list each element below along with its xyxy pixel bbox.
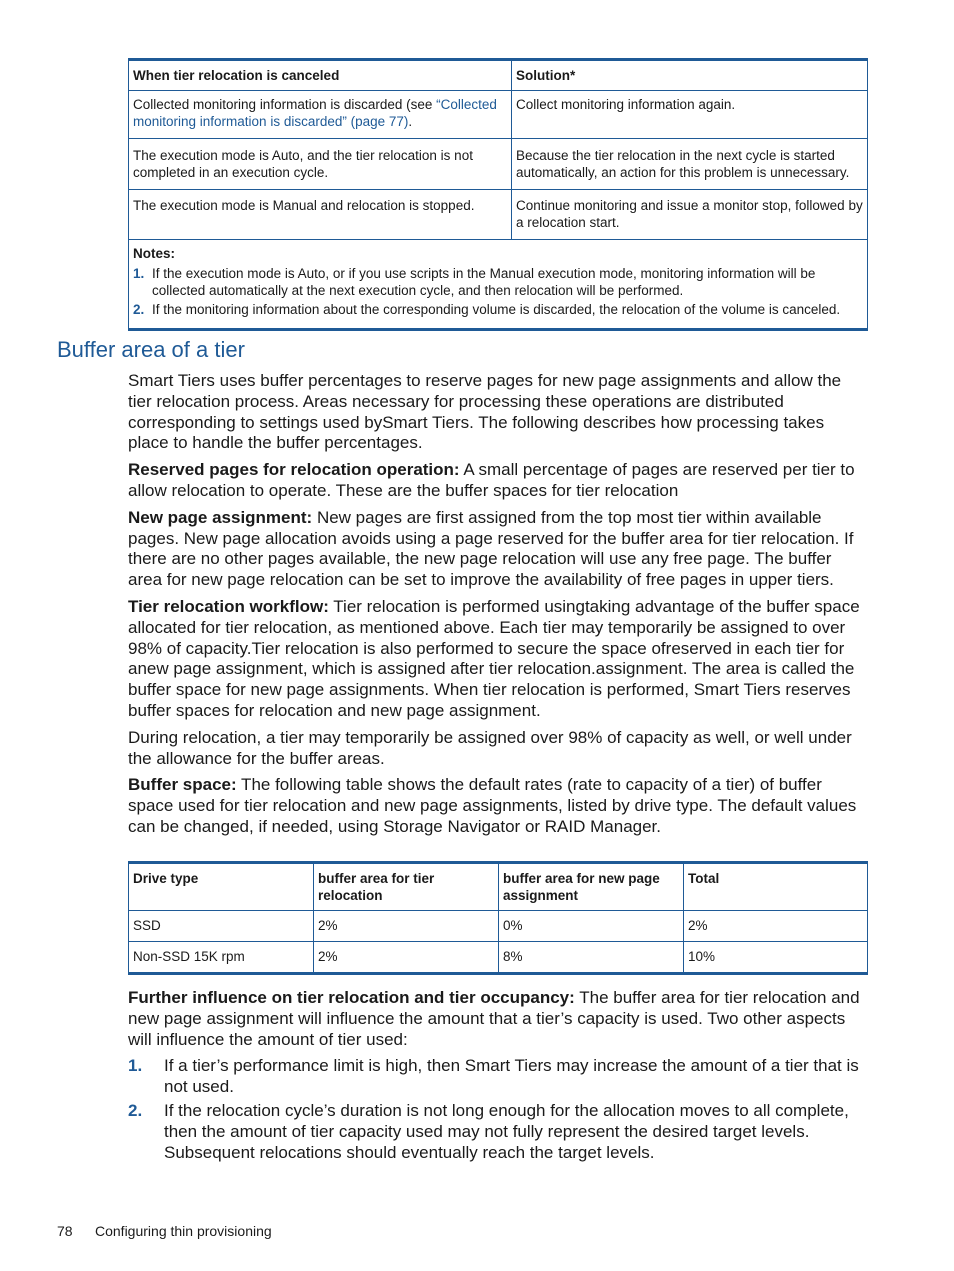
table-cell: The execution mode is Manual and relocation is stopped.	[129, 190, 512, 240]
table-header-row	[129, 60, 868, 91]
term-label: Reserved pages for relocation operation:	[128, 460, 460, 480]
chapter-title: Configuring thin provisioning	[95, 1223, 272, 1239]
column-header: Solution*	[512, 60, 868, 91]
paragraph-text: A small percentage of pages are reserved per tier to allow relocation to operate. These are the buffer spaces for tier relocation	[128, 460, 855, 500]
column-header: When tier relocation is canceled	[129, 60, 512, 91]
buffer-rates-table	[128, 861, 868, 975]
list-item	[128, 1101, 868, 1163]
paragraph-text: New pages are first assigned from the top most tier within available pages. New page allocation avoids using a page reserved for the buffer area for tier relocation. If there are no other pages available, the new page relocation will use any free page. The buffer area for new page relocation can be set to improve the availability of free pages in upper tiers.	[128, 507, 854, 590]
paragraph-text: The buffer area for tier relocation and new page assignment will influence the amount that a tier’s capacity is used. Two other aspects will influence the amount of tier used:	[128, 988, 860, 1049]
cause-text: Collected monitoring information is discarded (see	[133, 97, 437, 112]
table-cell: 2%	[684, 911, 868, 942]
table-row	[129, 942, 868, 974]
intro-paragraph: Smart Tiers uses buffer percentages to reserve pages for new page assignments and allow the tier relocation process. Areas necessary for processing these operations are distributed corresponding to settings used bySmart Tiers. The following describes how processing takes place to handle the buffer percentages.	[128, 371, 842, 453]
note-text: If the execution mode is Auto, or if you use scripts in the Manual execution mode, monitoring information will be collected automatically at the next execution cycle, and then relocation will be performed.	[152, 266, 816, 298]
note-text: If the monitoring information about the corresponding volume is discarded, the relocation of the volume is canceled.	[152, 302, 841, 317]
term-label: Further influence on tier relocation and tier occupancy:	[128, 988, 575, 1007]
note-number: 2.	[133, 302, 145, 317]
note-item	[133, 301, 863, 318]
column-header: buffer area for tier relocation	[314, 863, 499, 911]
column-header: Total	[684, 863, 868, 911]
table-cell	[129, 91, 512, 139]
table-cell: SSD	[129, 911, 314, 942]
notes-title: Notes:	[133, 246, 176, 261]
page-number: 78	[57, 1223, 73, 1239]
table-cell: Because the tier relocation in the next cycle is started automatically, an action for this problem is unnecessary.	[512, 139, 868, 190]
list-text: If the relocation cycle’s duration is not long enough for the allocation moves to all complete, then the amount of tier capacity used may not fully represent the desired target levels. Subsequent relocations should eventually reach the target levels.	[164, 1100, 849, 1162]
list-number: 1.	[128, 1056, 143, 1076]
table-cell: Non-SSD 15K rpm	[129, 942, 314, 974]
table-row	[129, 190, 868, 240]
section-body	[128, 371, 868, 844]
notes-list	[133, 265, 863, 318]
table-cell: 2%	[314, 911, 499, 942]
paragraph-text: Tier relocation is performed usingtaking advantage of the buffer space allocated for tier relocation, as mentioned above. Each tier may temporarily be assigned to over 98% of capacity.Tier relocation is also performed to secure the space ofreserved in each tier for anew page assignment, which is assigned after tier relocation.assignment. The area is called the buffer space for new page assignments. When tier relocation is performed, Smart Tiers reserves buffer spaces for relocation and new page assignment.	[128, 596, 860, 720]
list-number: 2.	[128, 1100, 143, 1120]
table-row	[129, 911, 868, 942]
table-row	[129, 91, 868, 139]
section-heading: Buffer area of a tier	[57, 337, 245, 362]
cancel-solution-table	[128, 58, 868, 331]
during-relocation-paragraph: During relocation, a tier may temporarily be assigned over 98% of capacity as well, or well under the allowance for the buffer areas.	[128, 727, 852, 768]
notes-cell	[129, 240, 868, 330]
table-cell: 0%	[499, 911, 684, 942]
column-header: Drive type	[129, 863, 314, 911]
table-cell: The execution mode is Auto, and the tier relocation is not completed in an execution cycle.	[129, 139, 512, 190]
cause-text-end: .	[408, 114, 413, 129]
note-number: 1.	[133, 266, 145, 281]
term-label: Buffer space:	[128, 775, 237, 795]
paragraph-text: The following table shows the default rates (rate to capacity of a tier) of buffer space used for tier relocation and new page assignments, listed by drive type. The default values can be changed, if needed, using Storage Navigator or RAID Manager.	[128, 775, 857, 836]
buffer-space-paragraph	[128, 775, 868, 837]
table-cell: 10%	[684, 942, 868, 974]
term-label: New page assignment:	[128, 507, 313, 527]
list-item	[128, 1056, 868, 1098]
table-row	[129, 139, 868, 190]
further-influence-section	[128, 988, 868, 1166]
further-influence-paragraph	[128, 988, 868, 1050]
table-cell: 2%	[314, 942, 499, 974]
page-footer	[57, 1223, 272, 1239]
column-header: buffer area for new page assignment	[499, 863, 684, 911]
new-page-paragraph	[128, 508, 868, 591]
list-text: If a tier’s performance limit is high, then Smart Tiers may increase the amount of a tier that is not used.	[164, 1056, 859, 1097]
table-cell: Collect monitoring information again.	[512, 91, 868, 139]
table-header-row	[129, 863, 868, 911]
cross-reference-link[interactable]: “Collected monitoring information is discarded” (page 77)	[133, 97, 497, 129]
reserved-pages-paragraph	[128, 460, 868, 502]
notes-row	[129, 240, 868, 330]
workflow-paragraph	[128, 597, 868, 722]
influence-list	[128, 1056, 868, 1163]
note-item	[133, 265, 863, 299]
term-label: Tier relocation workflow:	[128, 596, 329, 616]
table-cell: Continue monitoring and issue a monitor stop, followed by a relocation start.	[512, 190, 868, 240]
table-cell: 8%	[499, 942, 684, 974]
